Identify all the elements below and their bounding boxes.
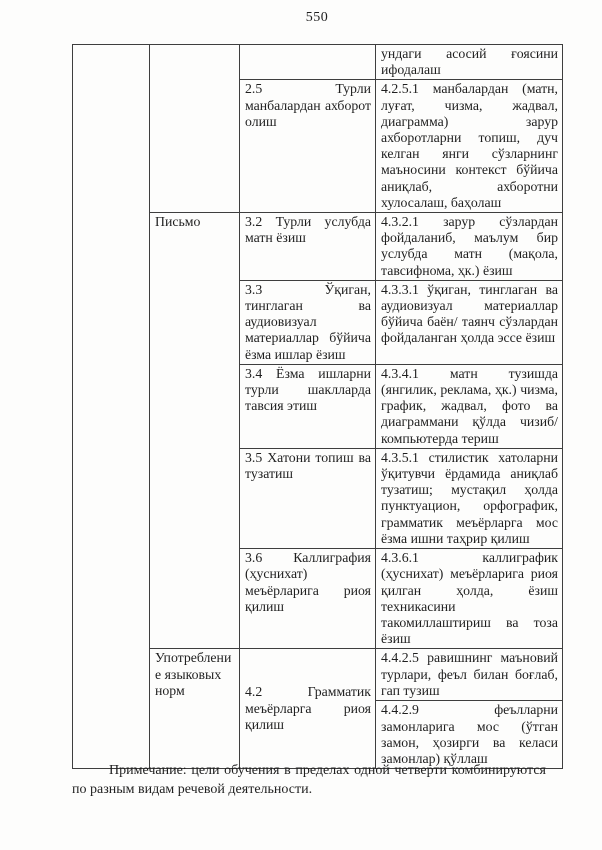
objective-cell: 3.4 Ёзма ишларни турли шаклларда тавсия этиш: [240, 364, 376, 448]
objective-cell: 3.6 Каллиграфия (ҳуснихат) меъёрларига риоя қилиш: [240, 549, 376, 649]
skill-cell-writing: Письмо: [150, 213, 240, 649]
objective-cell: [240, 45, 376, 80]
skill-cell-empty: [150, 45, 240, 213]
outcome-cell: 4.3.2.1 зарур сўзлардан фойдаланиб, маълум бир услубда матн (мақола, тавсифнома, ҳк.) ёзиш: [376, 213, 563, 281]
spanning-empty-cell: [73, 45, 150, 769]
objective-cell: 4.2 Грамматик меъёрларга риоя қилиш: [240, 649, 376, 769]
outcome-cell: 4.4.2.5 равишнинг маъновий турлари, феъл билан боғлаб, гап тузиш: [376, 649, 563, 701]
outcome-cell: 4.2.5.1 манбалардан (матн, луғат, чизма, жадвал, диаграмма) зарур ахборотларни топиш, дуч келган янги сўзларнинг маъносини контекст бўйича аниқлаб, ахборотни хулосалаш, баҳолаш: [376, 80, 563, 213]
outcome-cell: 4.3.5.1 стилистик хатоларни ўқитувчи ёрдамида аниқлаб тузатиш; мустақил ҳолда пунктуацион, орфографик, грамматик меъёрларга мос ёзма ишни таҳрир қилиш: [376, 448, 563, 548]
curriculum-table: [72, 44, 563, 769]
outcome-cell: 4.3.4.1 матн тузишда (янгилик, реклама, ҳк.) чизма, график, жадвал, фото ва диаграммани қўлда чизиб/ компьютерда териш: [376, 364, 563, 448]
skill-cell-language-norms: Употребление языковых норм: [150, 649, 240, 769]
table-row: [73, 45, 563, 80]
outcome-cell: 4.4.2.9 феълларни замонларига мос (ўтган замон, ҳозирги ва келаси замонлар) қўллаш: [376, 701, 563, 769]
objective-cell: 2.5 Турли манбалардан ахборот олиш: [240, 80, 376, 213]
footnote: Примечание: цели обучения в пределах одной четверти комбинируются по разным видам речевой деятельности.: [72, 763, 546, 797]
objective-cell: 3.2 Турли услубда матн ёзиш: [240, 213, 376, 281]
objective-cell: 3.3 Ўқиган, тинглаган ва аудиовизуал материаллар бўйича ёзма ишлар ёзиш: [240, 280, 376, 364]
objective-cell: 3.5 Хатони топиш ва тузатиш: [240, 448, 376, 548]
outcome-cell: 4.3.3.1 ўқиган, тинглаган ва аудиовизуал материаллар бўйича баён/ таянч сўзлардан фойдаланган ҳолда эссе ёзиш: [376, 280, 563, 364]
outcome-cell: 4.3.6.1 каллиграфик (ҳуснихат) меъёрларига риоя қилган ҳолда, ёзиш техникасини такомиллаштириш ва тоза ёзиш: [376, 549, 563, 649]
outcome-cell: ундаги асосий ғоясини ифодалаш: [376, 45, 563, 80]
page-number: 550: [305, 10, 329, 25]
